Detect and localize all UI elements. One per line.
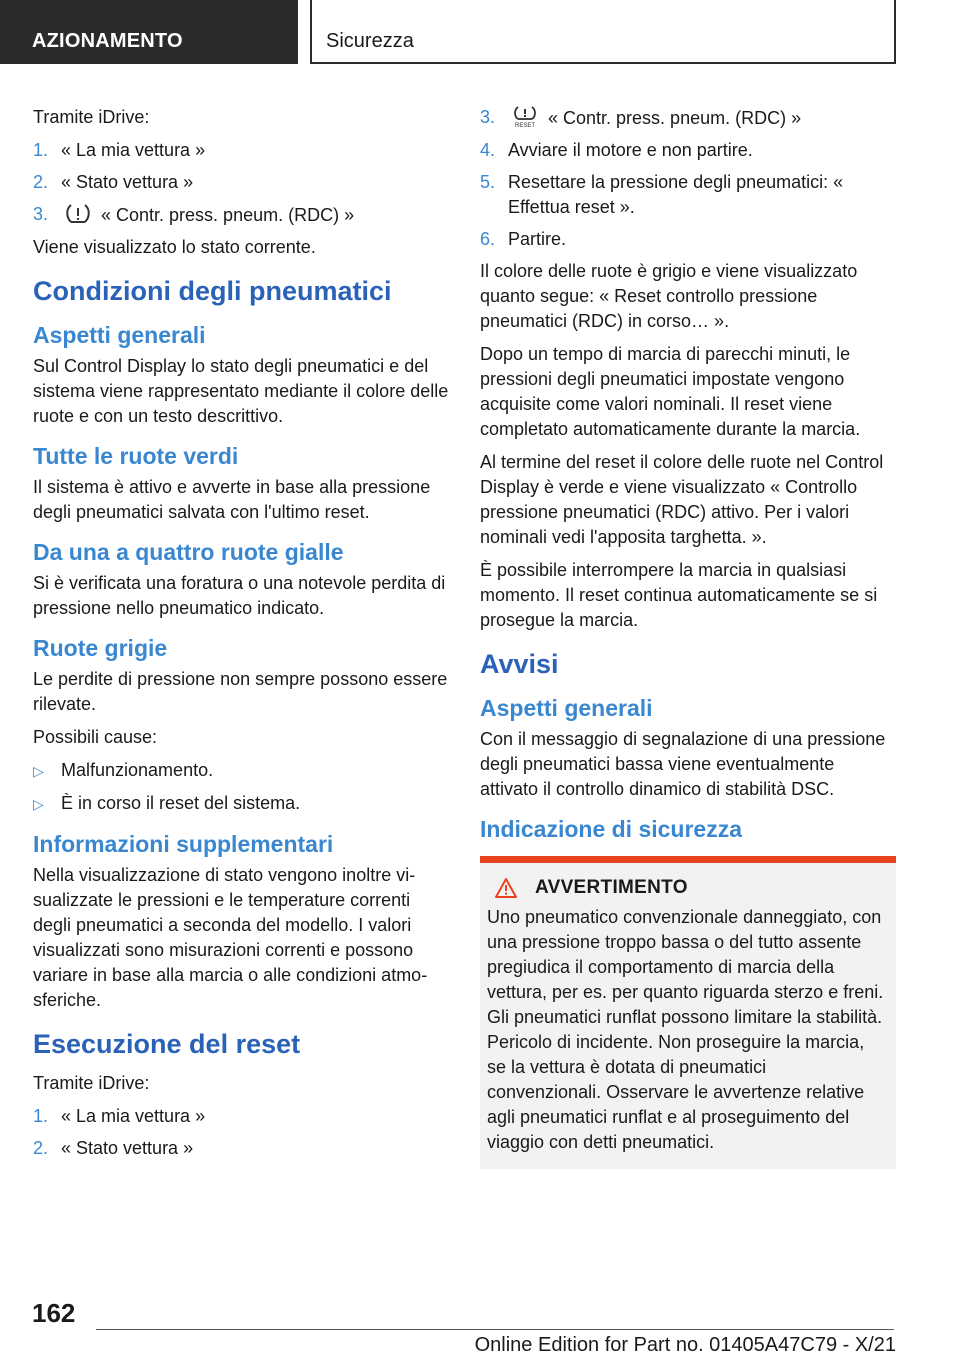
heading-aspetti-generali: Aspetti generali [480,695,653,721]
step-text: « Stato vettura » [61,172,194,192]
step-number: 4. [480,140,496,160]
paragraph: Al termine del reset il colore delle ruote nel Control Display è verde e viene visualizzato « Controllo pressione pneumatici (RDC) attivo. Per i valori nominali vedi l'apposita targhetta. ». [480,452,884,547]
step-text: « Stato vettura » [61,1138,194,1158]
step-text: « Contr. press. pneum. (RDC) » [101,205,355,225]
paragraph: Nella visualizzazione di stato vengono inoltre visualizzate le pressioni e le temperature correnti degli pneumatici a seconda del modello. I valori visualizzati sono misurazioni correnti e possono variare in base alla marcia o alle condizioni atmosferiche. [33,865,428,1010]
right-column [480,105,896,1169]
triangle-bullet-icon: ▷ [33,763,44,779]
paragraph: Sul Control Display lo stato degli pneumatici e del sistema viene rappresentato mediante il colore delle ruote e con un testo descrittivo. [33,356,449,426]
list-item [33,138,449,163]
list-item [33,202,449,228]
list-item [480,105,896,131]
idrive-intro: Tramite iDrive: [33,1073,150,1093]
paragraph: È possibile interrompere la marcia in qualsiasi momento. Il reset continua automaticamente se si prosegue la marcia. [480,560,878,630]
list-item [33,170,449,195]
section-tab [0,0,298,64]
warning-header [487,877,884,899]
bullet-text: Malfunzionamento. [61,760,214,780]
step-number: 2. [33,1138,49,1158]
page-number: 162 [32,1298,76,1328]
warning-title: AVVERTIMENTO [535,877,688,898]
list-item [33,1104,449,1129]
paragraph: Dopo un tempo di marcia di parecchi minuti, le pressioni degli pneumatici impostate vengono acquisite come valori nominali. Il reset viene completato automaticamente durante la marcia. [480,344,861,439]
step-number: 6. [480,229,496,249]
step-text: « Contr. press. pneum. (RDC) » [548,108,802,128]
chapter-title: Sicurezza [326,30,414,52]
idrive-intro: Tramite iDrive: [33,107,150,127]
left-column [33,105,449,1168]
list-item [33,758,449,784]
paragraph: Si è verificata una foratura o una notevole perdita di pressione nello pneumatico indicato. [33,573,446,618]
footer-divider [96,1329,894,1330]
warning-triangle-icon [495,878,517,898]
step-text: Avviare il motore e non partire. [508,140,753,160]
tire-pressure-icon [63,202,93,226]
reset-icon-label: RESET [514,123,536,129]
step-text: Partire. [508,229,567,249]
step-number: 3. [33,204,49,224]
paragraph: Possibili cause: [33,727,158,747]
list-item [480,227,896,252]
step-number: 1. [33,1106,49,1126]
step-number: 2. [33,172,49,192]
step-text: Resettare la pressione degli pneumatici: « Effettua reset ». [508,172,844,217]
paragraph: Il sistema è attivo e avverte in base alla pressione degli pneumatici salvata con l'ultimo reset. [33,477,431,522]
warning-box [480,856,896,1169]
list-item [480,170,896,220]
step-number: 1. [33,140,49,160]
paragraph: Il colore delle ruote è grigio e viene visualizzato quanto segue: « Reset controllo pressione pneumatici (RDC) in corso… ». [480,261,858,331]
step-number: 5. [480,172,496,192]
step-text: « La mia vettura » [61,140,206,160]
list-item [33,1136,449,1161]
list-item [33,791,449,817]
heading-ruote-verdi: Tutte le ruote verdi [33,443,239,469]
heading-informazioni: Informazioni supplementari [33,831,334,857]
list-item [480,138,896,163]
paragraph: Le perdite di pressione non sempre possono essere rilevate. [33,669,448,714]
chapter-tab [310,0,896,64]
heading-ruote-gialle: Da una a quattro ruote gialle [33,539,344,565]
triangle-bullet-icon: ▷ [33,796,44,812]
step-text: « La mia vettura » [61,1106,206,1126]
tire-pressure-reset-icon [510,105,540,129]
heading-indicazione-sicurezza: Indicazione di sicurezza [480,816,743,842]
paragraph: Con il messaggio di segnalazione di una pressione degli pneumatici bassa viene eventualmente attivato il controllo dinamico di stabilità DSC. [480,729,886,799]
bullet-text: È in corso il reset del sistema. [61,793,301,813]
heading-aspetti-generali: Aspetti generali [33,322,206,348]
warning-text: Uno pneumatico convenzionale danneggiato, con una pressione troppo bassa o del tutto assente pregiudica il comportamento di marcia della vettura, per es. per quanto riguarda sterzo e freni. Gli pneumatici runflat possono limitare la stabilità. Pericolo di incidente. Non proseguire la marcia, se la vettura è dotata di pneumatici convenzionali. Osservare le avvertenze relative agli pneumatici runflat e al proseguimento del viaggio con detti pneumatici. [487,907,884,1152]
footer-edition: Online Edition for Part no. 01405A47C79 - X/21 [474,1334,896,1356]
step-number: 3. [480,107,496,127]
section-title: AZIONAMENTO [32,30,183,52]
heading-condizioni: Condizioni degli pneumatici [33,276,392,306]
heading-ruote-grigie: Ruote grigie [33,635,168,661]
status-note: Viene visualizzato lo stato corrente. [33,237,316,257]
heading-avvisi: Avvisi [480,649,559,679]
heading-esecuzione-reset: Esecuzione del reset [33,1029,301,1059]
